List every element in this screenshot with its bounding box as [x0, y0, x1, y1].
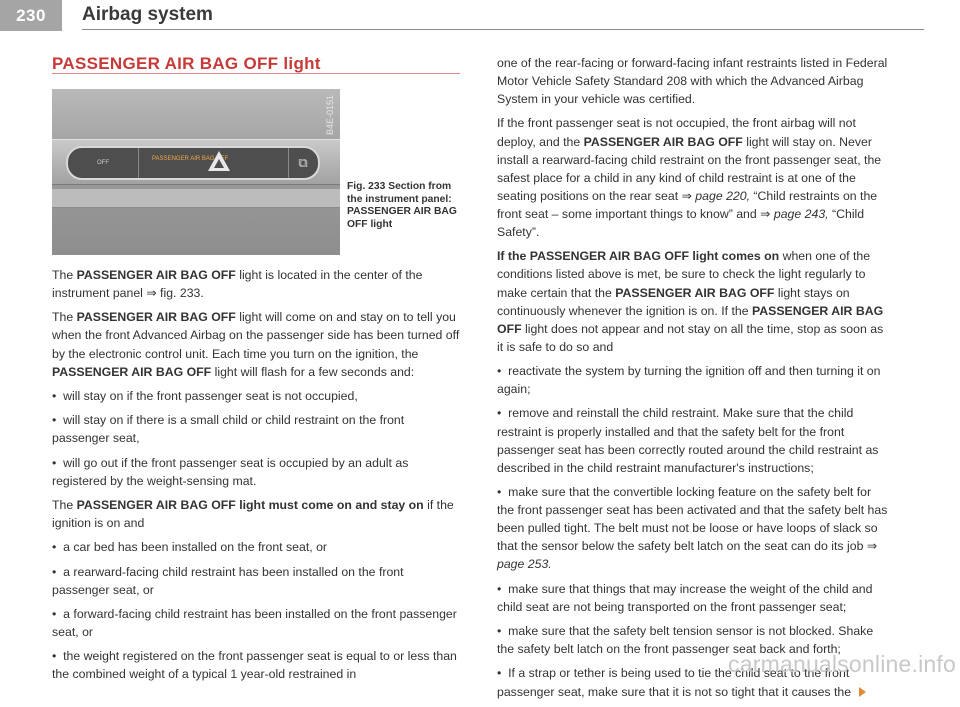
- off-switch-label: OFF: [97, 159, 109, 166]
- page-number: 230: [0, 0, 62, 31]
- page-reference[interactable]: page 243,: [773, 206, 829, 221]
- list-item: • make sure that things that may increase the weight of the child and child seat are not being transported on the front passenger seat;: [497, 581, 873, 614]
- paragraph: If the front passenger seat is not occupied, the front airbag will not deploy, and the PASSENGER AIR BAG OFF light will stay on. Never install a rearward-facing child restraint on the front passenger seat, the safest place for a child in any kind of child restraint is at one of the seating positions on the rear seat ⇒ page 220, “Child restraints on the front seat – some important things to know” and ⇒ page 243, “Child Safety”.: [497, 116, 882, 240]
- panel-lower-trim: [52, 189, 340, 208]
- watermark: carmanualsonline.info: [728, 651, 956, 677]
- paragraph: one of the rear-facing or forward-facing infant restraints listed in Federal Motor Vehicle Safety Standard 208 with which the Advanced Airbag System in your vehicle was certified.: [497, 56, 888, 107]
- paragraph: The PASSENGER AIR BAG OFF light is located in the center of the instrument panel ⇒ fig. 233.: [52, 268, 423, 301]
- passenger-airbag-indicator-segment: [138, 148, 289, 178]
- list-item: • reactivate the system by turning the ignition off and then turning it on again;: [497, 364, 881, 397]
- figure-caption: Fig. 233 Section from the instrument panel: PASSENGER AIR BAG OFF light: [347, 181, 457, 231]
- list-item: • If a strap or tether is being used to tie the child seat to the front passenger seat, make sure that it is not so tight that it causes the: [497, 664, 890, 700]
- list-item: • will stay on if there is a small child or child restraint on the front passenger seat,: [52, 413, 405, 446]
- section-rule: [52, 73, 460, 74]
- chapter-title: Airbag system: [82, 4, 213, 25]
- list-item: • will go out if the front passenger seat is occupied by an adult as registered by the weight-sensing mat.: [52, 455, 409, 488]
- list-item: • make sure that the safety belt tension sensor is not blocked. Shake the safety belt latch on the front passenger seat back and forth;: [497, 624, 874, 657]
- header-rule: [82, 29, 924, 30]
- left-column: [52, 266, 462, 690]
- section-heading: PASSENGER AIR BAG OFF light: [52, 54, 321, 73]
- list-item: • make sure that the convertible locking feature on the safety belt for the front passenger seat has been activated and that the safety belt has been pulled tight. The belt must not be loose or have loops of slack so that the sensor below the safety belt latch on the seat can do its job ⇒ page 253.: [497, 485, 888, 572]
- list-item: • remove and reinstall the child restraint. Make sure that the child restraint is properly installed and that the safety belt for the front passenger seat has been correctly routed around the child restraint as described in the child restraint manufacturer's instructions;: [497, 406, 879, 475]
- list-item: • a car bed has been installed on the front seat, or: [52, 540, 328, 555]
- passenger-airbag-off-indicator: PASSENGER AIR BAG OFF: [152, 156, 229, 162]
- paragraph: If the PASSENGER AIR BAG OFF light comes on when one of the conditions listed above is met, be sure to check the light regularly to make certain that the PASSENGER AIR BAG OFF light stays on continuously whenever the ignition is on. If the PASSENGER AIR BAG OFF light does not appear and not stay on all the time, stop as soon as it is safe to do so and: [497, 249, 884, 354]
- list-item: • the weight registered on the front passenger seat is equal to or less than the combined weight of a typical 1 year-old restrained in: [52, 649, 457, 682]
- figure-code: B4E-0151: [325, 95, 335, 136]
- list-item: • a rearward-facing child restraint has been installed on the front passenger seat, or: [52, 564, 404, 597]
- hazard-triangle-inner: [214, 159, 224, 168]
- paragraph: The PASSENGER AIR BAG OFF light must come on and stay on if the ignition is on and: [52, 497, 454, 531]
- list-item: • a forward-facing child restraint has been installed on the front passenger seat, or: [52, 607, 457, 640]
- page-reference[interactable]: page 220,: [695, 188, 751, 203]
- continue-arrow-icon: [859, 687, 866, 697]
- page-reference[interactable]: page 253.: [497, 557, 552, 572]
- list-item: • will stay on if the front passenger seat is not occupied,: [52, 388, 358, 403]
- seat-icon: ⧉: [298, 155, 308, 170]
- right-column: [497, 54, 890, 707]
- instrument-panel-figure: [52, 89, 340, 255]
- switch-bar: [66, 146, 320, 180]
- paragraph: The PASSENGER AIR BAG OFF light will come on and stay on to tell you when the front Advanced Airbag on the passenger side has been turned off by the electronic control unit. Each time you turn on the ignition, the PASSENGER AIR BAG OFF light will flash for a few seconds and:: [52, 310, 460, 379]
- seat-switch: [288, 148, 318, 178]
- panel-strip: [52, 139, 340, 185]
- off-switch: [68, 148, 139, 178]
